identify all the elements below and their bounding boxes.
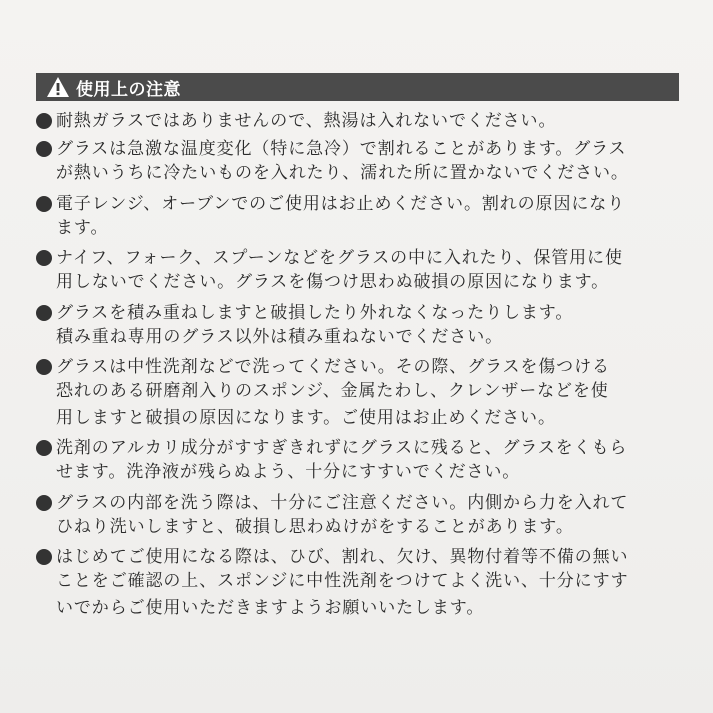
caution-item xyxy=(36,110,686,132)
caution-item-text-line: 積み重ね専用のグラス以外は積み重ねないでください。 xyxy=(56,326,503,347)
caution-item xyxy=(36,302,686,351)
caution-item-text-line: が熱いうちに冷たいものを入れたり、濡れた所に置かないでください。 xyxy=(56,163,629,183)
caution-item-text-line: グラスを積み重ねしますと破損したり外れなくなったりします。 xyxy=(56,302,574,323)
caution-item-text-line: グラスは急激な温度変化（特に急冷）で割れることがあります。グラス xyxy=(56,139,627,159)
caution-item xyxy=(36,437,686,486)
bullet-dot-icon xyxy=(36,196,52,212)
caution-item-text-line: 耐熱ガラスではありませんので、熱湯は入れないでください。 xyxy=(56,111,557,131)
caution-item-text-line: ナイフ、フォーク、スプーンなどをグラスの中に入れたり、保管用に使 xyxy=(56,248,623,268)
bullet-dot-icon xyxy=(36,250,52,266)
caution-item-text-line: ひねり洗いしますと、破損し思わぬけがをすることがあります。 xyxy=(56,516,574,537)
caution-list xyxy=(36,110,686,627)
caution-item-text-line: 洗剤のアルカリ成分がすすぎきれずにグラスに残ると、グラスをくもら xyxy=(56,438,628,458)
caution-header-bar xyxy=(36,73,679,101)
bullet-dot-icon xyxy=(36,440,52,456)
caution-item-text-line: 用しないでください。グラスを傷つけ思わぬ破損の原因になります。 xyxy=(56,272,610,292)
bullet-dot-icon xyxy=(36,359,52,375)
caution-item-text-line: せます。洗浄液が残らぬよう、十分にすすいでください。 xyxy=(56,462,521,482)
bullet-dot-icon xyxy=(36,549,52,565)
caution-item-text-line: はじめてご使用になる際は、ひび、割れ、欠け、異物付着等不備の無い xyxy=(56,547,629,567)
caution-item-text-line: 恐れのある研磨剤入りのスポンジ、金属たわし、クレンザーなどを使 xyxy=(56,381,609,401)
bullet-dot-icon xyxy=(36,113,52,129)
caution-item xyxy=(36,138,686,187)
caution-item-text-line: ことをご確認の上、スポンジに中性洗剤をつけてよく洗い、十分にすす xyxy=(56,571,629,591)
caution-item-text-line: 用しますと破損の原因になります。ご使用はお止めください。 xyxy=(56,407,556,428)
caution-item xyxy=(36,546,686,621)
caution-item-text-line: グラスは中性洗剤などで洗ってください。その際、グラスを傷つける xyxy=(56,357,610,377)
bullet-dot-icon xyxy=(36,141,52,157)
caution-item-text-line: いでからご使用いただきますようお願いいたします。 xyxy=(56,597,485,618)
caution-item xyxy=(36,247,686,296)
warning-triangle-icon xyxy=(44,75,72,99)
caution-item xyxy=(36,492,686,541)
bullet-dot-icon xyxy=(36,305,52,321)
caution-item xyxy=(36,193,686,242)
bullet-dot-icon xyxy=(36,495,52,511)
caution-item-text-line: ます。 xyxy=(56,217,109,238)
caution-item-text-line: グラスの内部を洗う際は、十分にご注意ください。内側から力を入れて xyxy=(56,492,629,513)
caution-title: 使用上の注意 xyxy=(76,79,181,100)
caution-item-text-line: 電子レンジ、オーブンでのご使用はお止めください。割れの原因になり xyxy=(56,193,626,214)
caution-item xyxy=(36,356,686,431)
